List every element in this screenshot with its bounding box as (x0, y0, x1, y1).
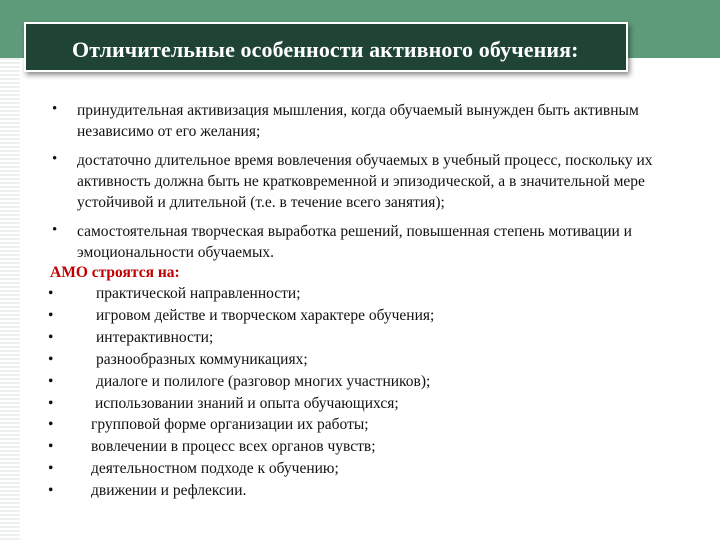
bullet-icon: • (52, 101, 58, 117)
bullet-icon: • (48, 329, 54, 346)
bullet-icon: • (48, 351, 54, 368)
bullet-icon: • (48, 482, 54, 499)
list-item-text: использовании знаний и опыта обучающихся; (95, 395, 399, 412)
bullet-icon: • (48, 460, 54, 477)
bullet-icon: • (48, 416, 54, 433)
bullet-text: принудительная активизация мышления, когда обучаемый вынужден быть активным независимо от его желания; (77, 102, 639, 140)
list-item-text: интерактивности; (96, 329, 214, 346)
slide-title: Отличительные особенности активного обучения: (72, 37, 579, 62)
bullet-icon: • (48, 438, 54, 455)
list-item-text: вовлечении в процесс всех органов чувств; (91, 438, 376, 455)
bullet-icon: • (48, 285, 54, 302)
list-item-text: практической направленности; (96, 285, 301, 302)
bullet-icon: • (48, 373, 54, 390)
bullet-text: достаточно длительное время вовлечения обучаемых в учебный процесс, поскольку их активность должна быть не кратковременной и эпизодической, а в значительной мере устойчивой и длительной (т.е. в течение всего занятия); (77, 152, 653, 211)
list-item-text: групповой форме организации их работы; (91, 416, 369, 433)
list-item-text: движении и рефлексии. (91, 482, 247, 499)
amo-heading: АМО строятся на: (50, 264, 180, 281)
bullet-text: самостоятельная творческая выработка решений, повышенная степень мотивации и эмоциональности обучаемых. (77, 223, 632, 261)
bullet-icon: • (52, 222, 58, 238)
bullet-icon: • (48, 307, 54, 324)
list-item-text: игровом действе и творческом характере обучения; (96, 307, 435, 324)
list-item-text: диалоге и полилоге (разговор многих участников); (96, 373, 431, 390)
bullet-icon: • (52, 151, 58, 167)
bullet-icon: • (48, 395, 54, 412)
list-item-text: деятельностном подходе к обучению; (91, 460, 339, 477)
left-decoration (0, 58, 20, 540)
list-item-text: разнообразных коммуникациях; (96, 351, 308, 368)
